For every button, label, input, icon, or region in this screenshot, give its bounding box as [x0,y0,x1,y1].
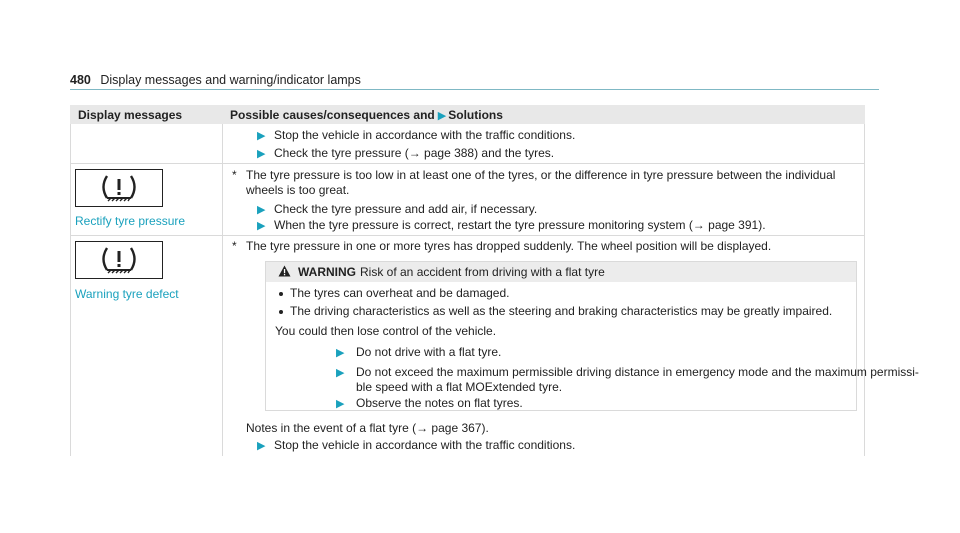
warning-header [266,262,856,282]
notes-text: Notes in the event of a flat tyre (→ page 367). [246,421,489,435]
step-text: Check the tyre pressure and add air, if necessary. [274,202,538,216]
message-label: Rectify tyre pressure [75,214,186,228]
warning-label: WARNING [298,265,356,279]
row-separator [70,235,865,236]
warning-box [265,261,919,411]
asterisk: * [232,168,237,182]
step-arrow-icon: ▶ [336,347,345,359]
warning-text: You could then lose control of the vehicle. [275,324,497,338]
warning-title [298,265,605,279]
col-header-causes-text: Possible causes/consequences and [230,108,435,122]
warning-triangle-icon [278,265,291,280]
col-header-solutions-text: Solutions [448,108,503,122]
cause-text: wheels is too great. [246,183,350,197]
warning-step-text: ble speed with a flat MOExtended tyre. [356,380,563,394]
warning-bullet-text: The driving characteristics as well as the steering and braking characteristics may be greatly impaired. [290,304,833,318]
row-separator [70,163,865,164]
play-arrow-icon: ▶ [437,110,447,122]
step-text: Stop the vehicle in accordance with the traffic conditions. [274,438,576,452]
bullet-icon [279,310,283,314]
table-right-border [864,124,865,456]
page-header [70,73,361,87]
warning-subtitle: Risk of an accident from driving with a flat tyre [360,265,605,279]
page-number: 480 [70,73,91,87]
asterisk: * [232,239,237,253]
step-arrow-icon: ▶ [257,220,266,232]
step-arrow-icon: ▶ [336,367,345,379]
step-arrow-icon: ▶ [257,204,266,216]
step-arrow-icon: ▶ [257,148,266,160]
step-text: When the tyre pressure is correct, restart the tyre pressure monitoring system (→ page 391). [274,218,766,232]
cause-text: The tyre pressure is too low in at least one of the tyres, or the difference in tyre pressure between the individual [246,168,836,182]
col-header-causes-solutions [230,108,503,122]
step-text: Check the tyre pressure (→ page 388) and the tyres. [274,146,555,160]
message-label: Warning tyre defect [75,287,179,301]
table-header [70,105,865,124]
bullet-icon [279,292,283,296]
header-rule [70,89,879,90]
messages-table [70,105,919,452]
tyre-pressure-warning-icon [75,241,163,279]
warning-step-text: Do not drive with a flat tyre. [356,345,502,359]
warning-step-text: Observe the notes on flat tyres. [356,396,523,410]
col-header-display-messages: Display messages [78,108,183,122]
step-arrow-icon: ▶ [257,440,266,452]
page-section-title: Display messages and warning/indicator lamps [100,73,361,87]
table-left-border [70,124,71,456]
column-separator [222,124,223,456]
cause-text: The tyre pressure in one or more tyres has dropped suddenly. The wheel position will be displayed. [246,239,772,253]
step-text: Stop the vehicle in accordance with the traffic conditions. [274,128,576,142]
tyre-pressure-warning-icon [75,169,163,207]
warning-bullet-text: The tyres can overheat and be damaged. [290,286,510,300]
step-arrow-icon: ▶ [257,130,266,142]
step-arrow-icon: ▶ [336,398,345,410]
warning-step-text: Do not exceed the maximum permissible driving distance in emergency mode and the maximum permissi- [356,365,919,379]
